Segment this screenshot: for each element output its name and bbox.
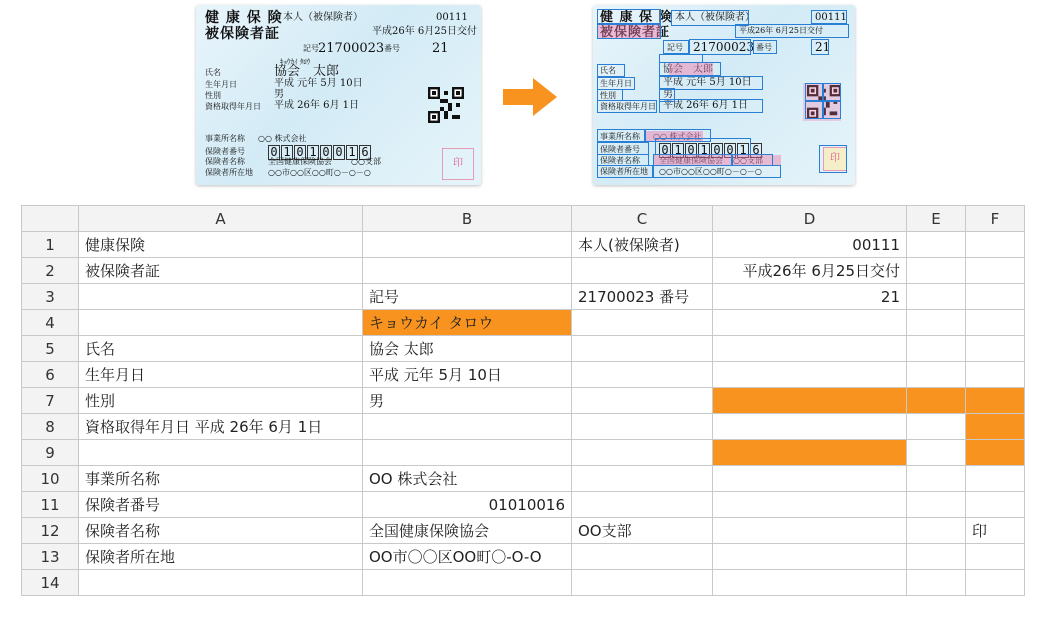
cell-f6[interactable] [966, 362, 1025, 388]
card-insurer-name-label: 保険者名称 [205, 157, 245, 166]
detection-box [653, 165, 781, 178]
cell-a3[interactable] [79, 284, 363, 310]
cell-f5[interactable] [966, 336, 1025, 362]
cell-d12[interactable] [713, 518, 907, 544]
cell-f14[interactable] [966, 570, 1025, 596]
card-insurer-addr-label: 保険者所在地 [205, 168, 253, 177]
table-row [22, 258, 1025, 284]
cell-c13[interactable] [572, 544, 713, 570]
digit: 0 [724, 143, 736, 158]
card-title-1: 健 康 保 険 [600, 10, 673, 25]
cell-f10[interactable] [966, 466, 1025, 492]
row-header[interactable]: 10 [22, 466, 79, 492]
cell-b1[interactable] [363, 232, 572, 258]
card-kigou-label: 記号 [303, 44, 319, 53]
column-header-c[interactable]: C [572, 206, 713, 232]
card-kigou-label: 記号 [667, 43, 683, 52]
card-name: 協会 太郎 [663, 64, 713, 75]
card-number: 00111 [815, 12, 847, 23]
row-header[interactable]: 14 [22, 570, 79, 596]
card-office-label: 事業所名称 [600, 132, 640, 141]
cell-d13[interactable] [713, 544, 907, 570]
row-header[interactable]: 13 [22, 544, 79, 570]
card-acq-label: 資格取得年月日 [600, 102, 656, 111]
detection-box [597, 129, 645, 142]
cell-d4[interactable] [713, 310, 907, 336]
cell-b12[interactable]: 全国健康保険協会 [363, 518, 572, 544]
cell-c4[interactable] [572, 310, 713, 336]
card-sex: 男 [663, 89, 673, 100]
card-dob-label: 生年月日 [205, 80, 237, 89]
detection-box [753, 40, 777, 54]
insurance-card-original [196, 5, 481, 185]
column-header-d[interactable]: D [713, 206, 907, 232]
cell-e2[interactable] [907, 258, 966, 284]
digit: 0 [320, 145, 332, 160]
cell-e10[interactable] [907, 466, 966, 492]
detection-box [597, 24, 661, 39]
table-row [22, 310, 1025, 336]
cell-f1[interactable] [966, 232, 1025, 258]
table-row [22, 440, 1025, 466]
detection-box [655, 138, 751, 155]
cell-d8[interactable] [713, 414, 907, 440]
cell-b8[interactable] [363, 414, 572, 440]
detection-box [597, 9, 661, 24]
card-acq: 平成 26年 6月 1日 [274, 100, 359, 111]
cell-c9[interactable] [572, 440, 713, 466]
cell-b11[interactable]: 01010016 [363, 492, 572, 518]
cell-a10[interactable]: 事業所名称 [79, 466, 363, 492]
cell-b10[interactable]: OO 株式会社 [363, 466, 572, 492]
column-header-row [22, 206, 1025, 232]
card-branch: ○○支部 [733, 156, 763, 165]
cell-c6[interactable] [572, 362, 713, 388]
digit: 1 [307, 145, 319, 160]
cell-b6[interactable]: 平成 元年 5月 10日 [363, 362, 572, 388]
column-header-b[interactable]: B [363, 206, 572, 232]
detection-box [805, 83, 823, 101]
cell-e5[interactable] [907, 336, 966, 362]
card-branch: ○○支部 [351, 157, 381, 166]
row-header[interactable]: 8 [22, 414, 79, 440]
digit: 1 [346, 145, 358, 160]
cell-f4[interactable] [966, 310, 1025, 336]
cell-f3[interactable] [966, 284, 1025, 310]
detection-box [597, 100, 657, 113]
card-bangou: 21 [432, 41, 449, 56]
digit: 1 [281, 145, 293, 160]
card-dob: 平成 元年 5月 10日 [663, 77, 752, 88]
cell-b9[interactable] [363, 440, 572, 466]
cell-d11[interactable] [713, 492, 907, 518]
card-holder: 本人（被保険者） [283, 12, 363, 23]
cell-d14[interactable] [713, 570, 907, 596]
row-header[interactable]: 7 [22, 388, 79, 414]
table-row [22, 414, 1025, 440]
card-kigou: 21700023 [318, 41, 385, 56]
table-row [22, 492, 1025, 518]
cell-b14[interactable] [363, 570, 572, 596]
digit: 0 [685, 143, 697, 158]
row-header[interactable]: 3 [22, 284, 79, 310]
cell-c7[interactable] [572, 388, 713, 414]
cell-d7[interactable] [713, 388, 907, 414]
cell-e7[interactable] [907, 388, 966, 414]
cell-c8[interactable] [572, 414, 713, 440]
cell-c11[interactable] [572, 492, 713, 518]
detection-box [659, 62, 721, 76]
cell-a12[interactable]: 保険者名称 [79, 518, 363, 544]
digit: 1 [672, 143, 684, 158]
row-header[interactable]: 4 [22, 310, 79, 336]
cell-b4[interactable]: キョウカイ タロウ [363, 310, 572, 336]
seal-stamp: 印 [823, 147, 847, 171]
cell-a9[interactable] [79, 440, 363, 466]
card-kana: ｷｮｳｶｲ ﾀﾛｳ [280, 58, 311, 66]
card-acq: 平成 26年 6月 1日 [663, 100, 748, 111]
cell-f13[interactable] [966, 544, 1025, 570]
detection-box [811, 39, 829, 55]
table-row [22, 466, 1025, 492]
row-header[interactable]: 11 [22, 492, 79, 518]
table-row [22, 232, 1025, 258]
card-name-label: 氏名 [205, 68, 221, 77]
column-header-f[interactable]: F [966, 206, 1025, 232]
digit: 0 [268, 145, 280, 160]
card-office: ○○ 株式会社 [653, 132, 702, 141]
digit: 0 [711, 143, 723, 158]
detection-box [805, 101, 823, 119]
card-sex-label: 性別 [600, 91, 616, 100]
detection-box [819, 145, 847, 173]
cell-c12[interactable]: OO支部 [572, 518, 713, 544]
detection-box [735, 24, 849, 38]
row-header[interactable]: 1 [22, 232, 79, 258]
card-insurer-name-label: 保険者名称 [600, 156, 640, 165]
cell-c3[interactable]: 21700023 番号 [572, 284, 713, 310]
card-insurer-no-label: 保険者番号 [600, 145, 640, 154]
card-sex-label: 性別 [205, 91, 221, 100]
table-row [22, 570, 1025, 596]
arrow-right-icon [503, 78, 557, 116]
cell-a13[interactable]: 保険者所在地 [79, 544, 363, 570]
cell-e6[interactable] [907, 362, 966, 388]
column-header-e[interactable]: E [907, 206, 966, 232]
detection-box [689, 39, 751, 55]
card-office-label: 事業所名称 [205, 134, 245, 143]
card-bangou-label: 番号 [384, 44, 400, 53]
row-header[interactable]: 5 [22, 336, 79, 362]
card-insurer-no-label: 保険者番号 [205, 147, 245, 156]
cell-f8[interactable] [966, 414, 1025, 440]
digit: 6 [359, 145, 371, 160]
card-office: ○○ 株式会社 [258, 134, 307, 143]
digit: 6 [750, 143, 762, 158]
detection-box [811, 10, 847, 24]
cell-b5[interactable]: 協会 太郎 [363, 336, 572, 362]
cell-d1[interactable]: 00111 [713, 232, 907, 258]
row-header[interactable]: 12 [22, 518, 79, 544]
cell-a6[interactable]: 生年月日 [79, 362, 363, 388]
detection-box [597, 64, 625, 77]
cell-e13[interactable] [907, 544, 966, 570]
cell-e11[interactable] [907, 492, 966, 518]
cell-f9[interactable] [966, 440, 1025, 466]
card-name-label: 氏名 [600, 66, 616, 75]
table-row [22, 336, 1025, 362]
cell-b2[interactable] [363, 258, 572, 284]
row-header[interactable]: 2 [22, 258, 79, 284]
cell-f2[interactable] [966, 258, 1025, 284]
qr-code-icon [428, 87, 464, 127]
detection-box [659, 99, 763, 113]
insurance-card-detected [593, 5, 855, 185]
table-row [22, 284, 1025, 310]
card-insurer-addr: ○○市○○区○○町○－○－○ [268, 168, 371, 177]
seal-stamp: 印 [442, 148, 474, 180]
card-sex: 男 [274, 89, 284, 100]
card-dob-label: 生年月日 [600, 79, 632, 88]
cell-e4[interactable] [907, 310, 966, 336]
card-name: 協会 太郎 [274, 64, 340, 79]
card-title-1: 健 康 保 険 [205, 10, 283, 26]
cell-a11[interactable]: 保険者番号 [79, 492, 363, 518]
cell-b3[interactable]: 記号 [363, 284, 572, 310]
cell-f12[interactable]: 印 [966, 518, 1025, 544]
cell-a2[interactable]: 被保険者証 [79, 258, 363, 284]
cell-c10[interactable] [572, 466, 713, 492]
table-row [22, 518, 1025, 544]
cell-a4[interactable] [79, 310, 363, 336]
row-header[interactable]: 9 [22, 440, 79, 466]
card-number: 00111 [436, 12, 468, 23]
digit: 1 [698, 143, 710, 158]
table-row [22, 544, 1025, 570]
column-header-a[interactable]: A [79, 206, 363, 232]
card-insurer-name: 全国健康保険協会 [659, 156, 723, 165]
card-bangou: 21 [815, 40, 831, 54]
card-title-2: 被保険者証 [600, 25, 671, 40]
card-bangou-label: 番号 [756, 43, 772, 52]
cell-a1[interactable]: 健康保険 [79, 232, 363, 258]
card-insurer-addr-label: 保険者所在地 [600, 167, 648, 176]
cell-c2[interactable] [572, 258, 713, 284]
table-row [22, 362, 1025, 388]
cell-e14[interactable] [907, 570, 966, 596]
cell-d9[interactable] [713, 440, 907, 466]
digit: 0 [294, 145, 306, 160]
cell-e12[interactable] [907, 518, 966, 544]
detection-box [663, 40, 689, 54]
cell-e1[interactable] [907, 232, 966, 258]
cell-a7[interactable]: 性別 [79, 388, 363, 414]
card-issue-date: 平成26年 6月25日交付 [372, 26, 477, 37]
detection-box [823, 83, 841, 101]
cell-c5[interactable] [572, 336, 713, 362]
card-insurer-addr: ○○市○○区○○町○－○－○ [659, 167, 762, 176]
card-title-2: 被保険者証 [205, 26, 280, 42]
cell-d5[interactable] [713, 336, 907, 362]
detection-box [823, 101, 841, 119]
cell-d10[interactable] [713, 466, 907, 492]
card-insurer-name: 全国健康保険協会 [268, 157, 332, 166]
digit: 0 [659, 143, 671, 158]
cell-e9[interactable] [907, 440, 966, 466]
cell-d2[interactable]: 平成26年 6月25日交付 [713, 258, 907, 284]
detection-box [597, 165, 653, 178]
digit: 0 [333, 145, 345, 160]
table-row [22, 388, 1025, 414]
cell-b7[interactable]: 男 [363, 388, 572, 414]
card-holder: 本人（被保険者） [675, 12, 755, 23]
card-issue-date: 平成26年 6月25日交付 [739, 26, 823, 35]
row-header[interactable]: 6 [22, 362, 79, 388]
spreadsheet-grid [21, 205, 1025, 596]
cell-a8[interactable]: 資格取得年月日 平成 26年 6月 1日 [79, 414, 363, 440]
card-dob: 平成 元年 5月 10日 [274, 78, 363, 89]
card-kigou: 21700023 [693, 40, 755, 54]
cell-d6[interactable] [713, 362, 907, 388]
cell-f11[interactable] [966, 492, 1025, 518]
cell-c1[interactable]: 本人(被保険者) [572, 232, 713, 258]
cell-a14[interactable] [79, 570, 363, 596]
cell-a5[interactable]: 氏名 [79, 336, 363, 362]
cell-c14[interactable] [572, 570, 713, 596]
card-acq-label: 資格取得年月日 [205, 102, 261, 111]
cell-b13[interactable]: OO市〇〇区OO町〇-O-O [363, 544, 572, 570]
select-all-corner[interactable] [22, 206, 79, 232]
digit: 1 [737, 143, 749, 158]
cell-f7[interactable] [966, 388, 1025, 414]
cell-e3[interactable] [907, 284, 966, 310]
cell-d3[interactable]: 21 [713, 284, 907, 310]
cell-e8[interactable] [907, 414, 966, 440]
